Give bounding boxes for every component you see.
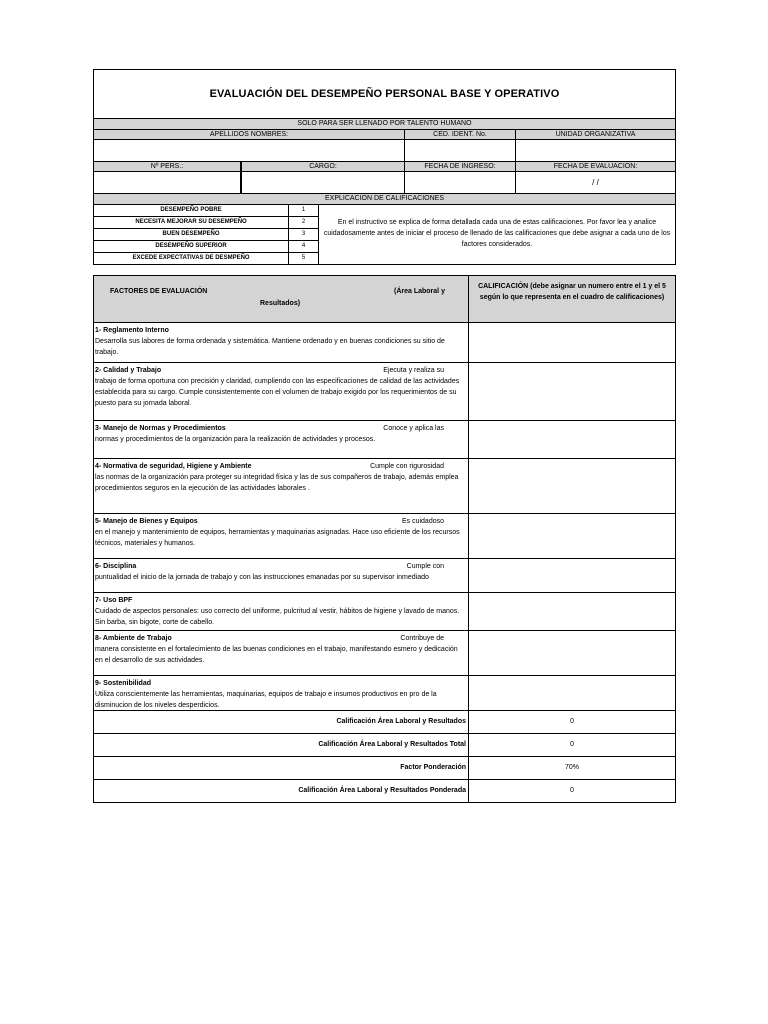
summary-value: 70% (468, 757, 675, 779)
rating-name: DESEMPEÑO SUPERIOR (155, 243, 227, 249)
factor-lead: Cumple con (406, 563, 444, 570)
ced-label: CED. IDENT. No. (404, 129, 515, 139)
summary-row (94, 734, 675, 757)
ratings-section (94, 204, 675, 264)
factor-row (94, 559, 675, 593)
factor-text: Utiliza conscientemente las herramientas, maquinarias, equipos de trabajo e insumos productivos en pro de la disminucion de los niveles desperdicios. (95, 691, 437, 709)
factor-row (94, 421, 675, 459)
factor-score-field[interactable] (468, 363, 675, 420)
form-title: EVALUACIÓN DEL DESEMPEÑO PERSONAL BASE Y OPERATIVO (209, 88, 560, 100)
summary-value: 0 (468, 711, 675, 733)
rating-name: EXCEDE EXPECTATIVAS DE DESMPEÑO (132, 255, 250, 261)
summary-label: Calificación Área Laboral y Resultados Total (318, 741, 466, 748)
factor-text: puntualidad el inicio de la jornada de trabajo y con las instrucciones emanadas por su supervisor inmediado (95, 574, 429, 581)
evaluacion-field[interactable]: / / (515, 171, 675, 193)
factors-header-title: FACTORES DE EVALUACIÓN (110, 288, 208, 295)
factor-name: 9- Sostenibilidad (95, 680, 152, 687)
summary-label: Factor Ponderación (400, 764, 466, 771)
rating-name: BUEN DESEMPEÑO (162, 231, 220, 237)
ingreso-field[interactable] (404, 171, 515, 193)
rating-value: 3 (288, 229, 318, 240)
rating-value: 1 (288, 205, 318, 216)
factor-description (94, 514, 468, 558)
ratings-note: En el instructivo se explica de forma detallada cada una de estas calificaciones. Por favor lea y analice cuidadosamente antes de iniciar el proceso de llenado de las calificaciones que debe asignar a cada uno de los factores considerados. (318, 205, 675, 264)
rating-name: DESEMPEÑO POBRE (160, 207, 222, 213)
factors-header (94, 276, 675, 323)
rating-row (94, 253, 318, 264)
factor-name: 8- Ambiente de Trabajo (95, 635, 172, 642)
identity-values-row (94, 139, 675, 161)
rating-row (94, 205, 318, 217)
factors-header-results: Resultados) (260, 300, 301, 307)
summary-row (94, 757, 675, 780)
npers-label: Nº PERS.: (94, 161, 240, 171)
rating-value: 4 (288, 241, 318, 252)
unidad-label: UNIDAD ORGANIZATIVA (515, 129, 675, 139)
factor-lead (444, 325, 464, 336)
factor-row (94, 631, 675, 676)
explicacion-label: EXPLICACIÓN DE CALIFICACIONES (94, 193, 675, 204)
factor-text: en el manejo y mantenimiento de equipos, herramientas y maquinarias asignadas. Hace uso eficiente de los recursos técnicos, materiales y humanos. (95, 529, 460, 547)
apellidos-field[interactable] (94, 139, 404, 161)
factor-name: 3- Manejo de Normas y Procedimientos (95, 425, 226, 432)
rating-row (94, 217, 318, 229)
factor-score-field[interactable] (468, 459, 675, 513)
evaluacion-label: FECHA DE EVALUACIÓN: (515, 161, 675, 171)
factor-description (94, 559, 468, 592)
factor-score-field[interactable] (468, 593, 675, 630)
factor-text: manera consistente en el fortalecimiento de las buenas condiciones en el trabajo, manifestando esmero y dedicación en el desarrollo de sus actividades. (95, 646, 458, 664)
factor-lead: Cumple con rigurosidad (370, 463, 444, 470)
factor-lead: Ejecuta y realiza su (383, 367, 444, 374)
factor-name: 6- Disciplina (95, 563, 137, 570)
cargo-label: CARGO: (240, 161, 404, 171)
factor-description (94, 631, 468, 675)
factor-row (94, 514, 675, 559)
factor-score-field[interactable] (468, 559, 675, 592)
job-labels-row (94, 161, 675, 171)
factor-text: Cuidado de aspectos personales: uso correcto del uniforme, pulcritud al vestir, hábitos de higiene y lavado de manos. Sin barba, sin bigote, corte de cabello. (95, 608, 460, 626)
factor-score-field[interactable] (468, 323, 675, 362)
summary-row (94, 780, 675, 802)
hr-notice: SOLO PARA SER LLENADO POR TALENTO HUMANO (94, 118, 675, 129)
summary-value: 0 (468, 780, 675, 802)
summary-value: 0 (468, 734, 675, 756)
factor-name: 7- Uso BPF (95, 597, 133, 604)
factor-row (94, 676, 675, 711)
job-values-row (94, 171, 675, 193)
rating-value: 2 (288, 217, 318, 228)
factor-row (94, 593, 675, 631)
factor-description (94, 593, 468, 630)
apellidos-label: APELLIDOS NOMBRES: (94, 129, 404, 139)
rating-value: 5 (288, 253, 318, 264)
factor-row (94, 459, 675, 514)
form-header (93, 69, 676, 265)
factor-score-field[interactable] (468, 514, 675, 558)
factor-name: 1- Reglamento Interno (95, 327, 169, 334)
calificacion-header: CALIFICACIÓN (debe asignar un numero entre el 1 y el 5 según lo que representa en el cuadro de calificaciones) (468, 276, 675, 322)
factors-header-area: (Área Laboral y (394, 288, 445, 295)
factor-lead (444, 678, 464, 689)
factor-lead: Es cuidadoso (401, 518, 444, 525)
summary-row (94, 711, 675, 734)
ingreso-label: FECHA DE INGRESO: (404, 161, 515, 171)
factor-lead: Contribuye de (400, 635, 444, 642)
factor-name: 5- Manejo de Bienes y Equipos (95, 518, 198, 525)
factor-score-field[interactable] (468, 631, 675, 675)
factors-table (93, 275, 676, 803)
rating-row (94, 241, 318, 253)
ratings-list (94, 205, 318, 264)
factor-text: normas y procedimientos de la organización para la realización de actividades y procesos. (95, 436, 376, 443)
ced-field[interactable] (404, 139, 515, 161)
cargo-field[interactable] (240, 171, 404, 193)
unidad-field[interactable] (515, 139, 675, 161)
factor-score-field[interactable] (468, 676, 675, 710)
factor-score-field[interactable] (468, 421, 675, 458)
rating-name: NECESITA MEJORAR SU DESEMPEÑO (135, 219, 247, 225)
npers-field[interactable] (94, 171, 240, 193)
factor-description (94, 323, 468, 362)
factor-row (94, 323, 675, 363)
summary-label: Calificación Área Laboral y Resultados Ponderada (298, 787, 466, 794)
factor-row (94, 363, 675, 421)
summary-label: Calificación Área Laboral y Resultados (336, 718, 466, 725)
identity-labels-row (94, 129, 675, 139)
factor-lead (444, 595, 464, 606)
factor-text: Desarrolla sus labores de forma ordenada y sistemática. Mantiene ordenado y en buenas condiciones su sitio de trabajo. (95, 338, 445, 356)
factor-description (94, 676, 468, 710)
factor-lead: Conoce y aplica las (383, 425, 444, 432)
factor-description (94, 459, 468, 513)
factor-text: las normas de la organización para proteger su integridad física y las de sus compañeros de trabajo, además emplea procedimientos seguros en la ejecución de las actividades laborales . (95, 474, 459, 492)
rating-row (94, 229, 318, 241)
factors-header-left (94, 276, 468, 322)
evaluation-form (93, 69, 676, 803)
factor-name: 4- Normativa de seguridad, Higiene y Ambiente (95, 463, 252, 470)
factor-name: 2- Calidad y Trabajo (95, 367, 162, 374)
factor-text: trabajo de forma oportuna con precisión y claridad, cumpliendo con las especificaciones de calidad de las actividades establecida para su cargo. Cumple consistentemente con el volumen de trabajo exigido por los requerimientos de su puesto para su jornada laboral. (95, 378, 460, 407)
factor-description (94, 421, 468, 458)
factor-description (94, 363, 468, 420)
